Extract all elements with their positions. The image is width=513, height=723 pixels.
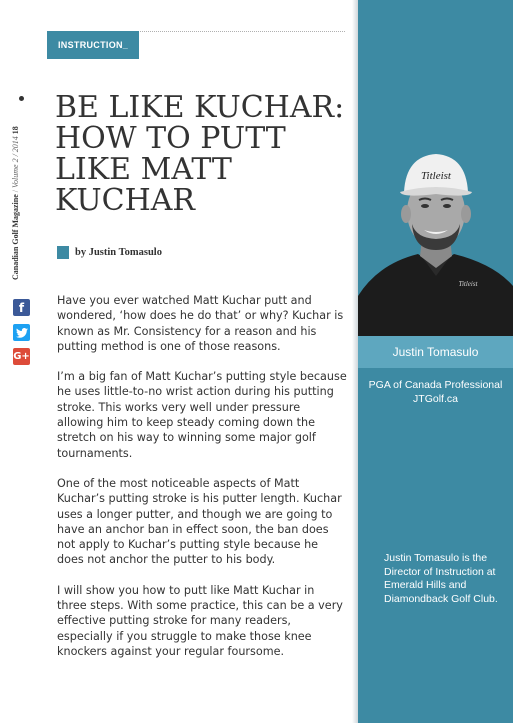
title-line: KUCHAR <box>55 183 195 218</box>
cap-logo: Titleist <box>421 170 451 182</box>
author-name-caption: Justin Tomasulo <box>358 336 513 368</box>
spine-separator: / <box>11 187 20 193</box>
spine-text <box>11 90 20 280</box>
byline <box>57 244 162 260</box>
eye-right <box>443 204 451 208</box>
ear-right <box>461 205 471 223</box>
googleplus-icon[interactable] <box>13 348 30 365</box>
dotted-rule <box>140 31 345 32</box>
shirt-logo: Titleist <box>458 280 478 288</box>
magazine-name: Canadian Golf Magazine <box>11 194 20 280</box>
paragraph: I will show you how to putt like Matt Kuchar in three steps. With some practice, this can be a very effective putting stroke for many readers, especially if you struggle to make those knee knockers against your regular foursome. <box>57 583 343 658</box>
page-number: 18 <box>11 126 20 135</box>
twitter-icon[interactable] <box>13 324 30 341</box>
title-line: LIKE MATT <box>55 152 232 187</box>
title-line: HOW TO PUTT <box>55 121 286 156</box>
facebook-glyph: f <box>18 300 25 315</box>
article-title <box>55 92 345 216</box>
ear-left <box>401 205 411 223</box>
author-bio: Justin Tomasulo is the Director of Instruction at Emerald Hills and Diamondback Golf Club. <box>384 552 498 605</box>
article-body <box>57 293 347 674</box>
facebook-icon[interactable] <box>13 299 30 316</box>
website-link[interactable]: JTGolf.ca <box>413 393 458 405</box>
eye-left <box>421 204 429 208</box>
paragraph: One of the most noticeable aspects of Matt Kuchar’s putting stroke is his putter length. Kuchar uses a longer putter, and though we are going to have an anchor ban in effect soon, the ban does not apply to Kuchar’s putting style because he does not anchor the putter to his body. <box>57 476 342 567</box>
author-photo <box>358 126 513 336</box>
title-line: BE LIKE KUCHAR: <box>55 90 345 125</box>
issue-label: Volume 2 / 2014 <box>11 136 20 188</box>
byline-text: by Justin Tomasulo <box>75 246 162 258</box>
credential-line: PGA of Canada Professional <box>368 379 503 391</box>
byline-square <box>57 246 69 259</box>
paragraph: Have you ever watched Matt Kuchar putt and wondered, ‘how does he do that’ or why? Kuchar is known as Mr. Consistency for a reason and his putting method is one of those reasons. <box>57 294 344 353</box>
section-tag: INSTRUCTION_ <box>47 31 139 59</box>
author-portrait <box>358 126 513 336</box>
author-credentials <box>358 378 513 406</box>
googleplus-glyph: G+ <box>13 351 30 362</box>
twitter-bird-icon <box>16 328 28 338</box>
paragraph: I’m a big fan of Matt Kuchar’s putting style because he uses little-to-no wrist action during his putting stroke. This works very well under pressure allowing him to keep steady coming down the stretch on his way to winning some major golf tournaments. <box>57 370 347 460</box>
